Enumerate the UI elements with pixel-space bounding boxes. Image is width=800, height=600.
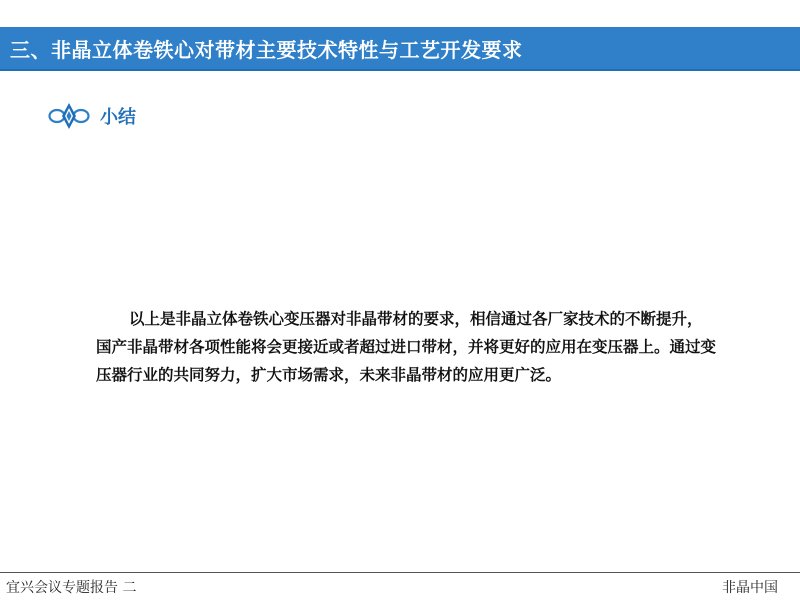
section-title: 小结	[100, 107, 136, 128]
footer-divider	[0, 572, 800, 573]
summary-paragraph: 以上是非晶立体卷铁心变压器对非晶带材的要求，相信通过各厂家技术的不断提升，国产非晶带材各项性能将会更接近或者超过进口带材，并将更好的应用在变压器上。通过变压器行业的共同努力，扩大市场需求，未来非晶带材的应用更广泛。	[96, 310, 717, 384]
footer-report-name: 宜兴会议专题报告 二	[6, 580, 137, 596]
footer-brand: 非晶中国	[722, 580, 778, 596]
slide-title: 三、非晶立体卷铁心对带材主要技术特性与工艺开发要求	[10, 37, 523, 62]
title-bar	[0, 27, 800, 71]
section-heading	[48, 101, 136, 131]
infinity-diamond-icon	[48, 102, 90, 130]
